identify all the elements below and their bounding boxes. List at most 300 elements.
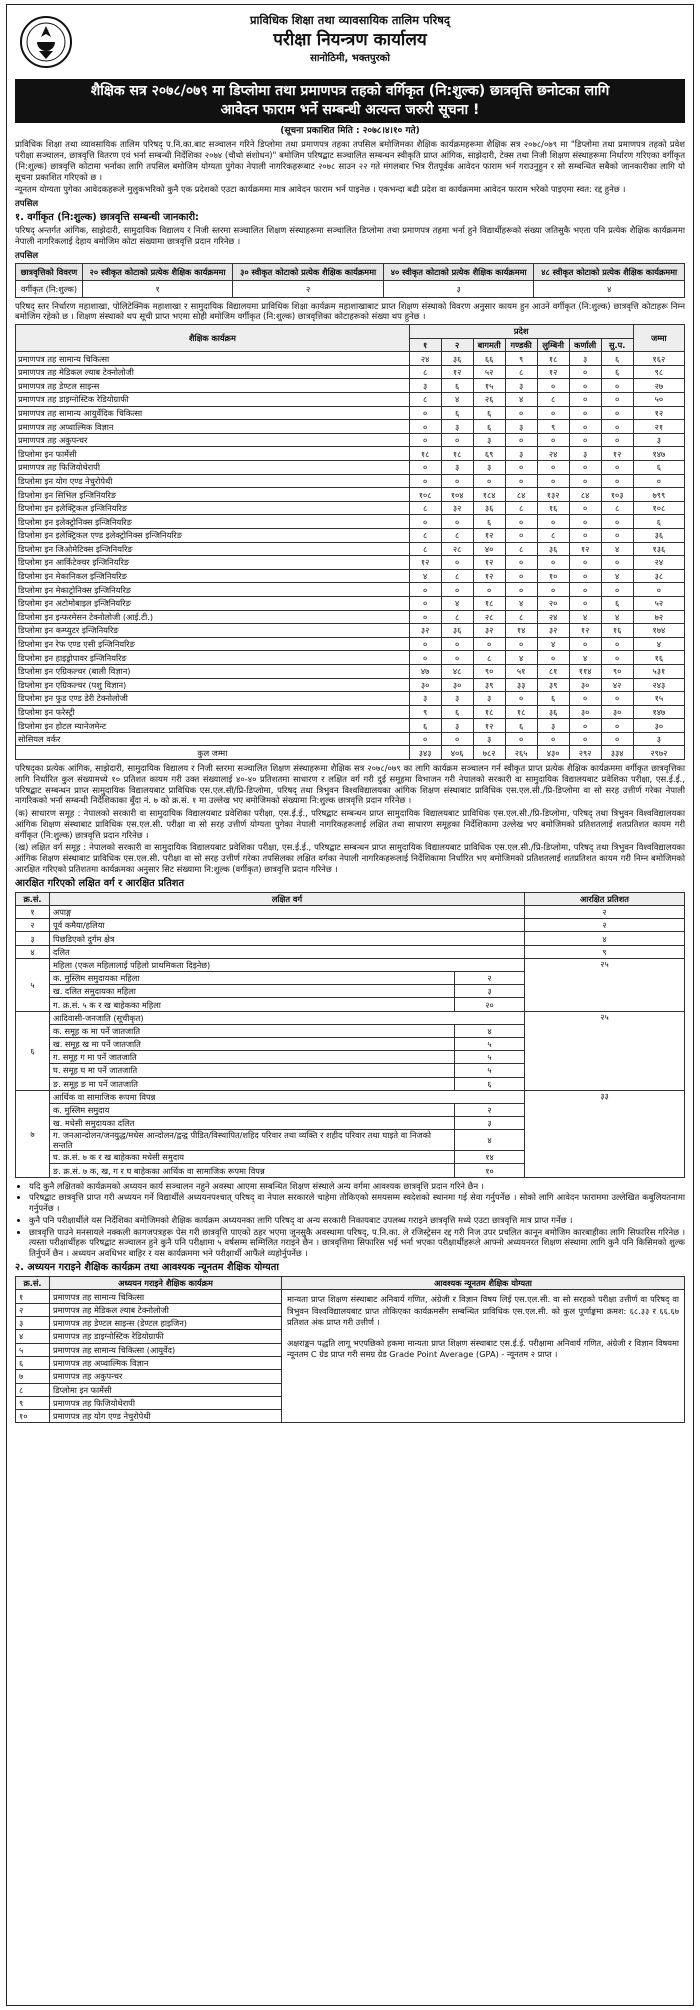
publish-date: (सूचना प्रकाशित मिति : २०७८।४।१० गते) — [280, 125, 420, 136]
province-value: १०४ — [441, 488, 473, 502]
province-value: ९ — [505, 352, 537, 366]
province-value: ४ — [537, 637, 569, 651]
program-row — [16, 678, 685, 692]
province-value: १२ — [473, 556, 505, 570]
program-name: डिप्लोमा इन योग एण्ड नेचुरोपेथी — [16, 474, 410, 488]
reservation-group-row — [16, 1011, 685, 1024]
province-value: ० — [601, 461, 633, 475]
program-name: प्रमाणपत्र तह सामान्य चिकित्सा (आयुर्वेद) — [50, 1343, 282, 1356]
quota-cell: १ — [82, 280, 233, 297]
province-value: ४ — [601, 610, 633, 624]
province-value: ० — [601, 406, 633, 420]
province-value: ० — [569, 515, 601, 529]
province-value: ३ — [441, 692, 473, 706]
province-value: ० — [505, 583, 537, 597]
province-value: ० — [505, 556, 537, 570]
province-value: १२ — [569, 624, 601, 638]
program-row — [16, 624, 685, 638]
reservation-sub-label: क. मुस्लिम समुदायका महिला — [50, 972, 455, 985]
reservation-sub-percent: ४ — [455, 1130, 525, 1151]
program-name: डिप्लोमा इन हाइड्रोपावर इन्जिनियरिङ — [16, 651, 410, 665]
reservation-sn: १ — [16, 906, 50, 919]
province-value: ० — [537, 433, 569, 447]
qualification-text-1: मान्यता प्राप्त शिक्षण संस्थाबाट अनिवार्य गणित, अंग्रेजी र विज्ञान विषय लिई एस.एल.सी. वा सो सरहको परीक्षा उत्तीर्ण वा परिषद् वा त्रिभुवन विश्वविद्यालयबाट प्राप्त तोकिएका कार्यक्रमसँग सम्बन्धित प्राविधिक एस.एल.सी. को कुल पूर्णाङ्कमा क्रमश: ६८.३३ र ६६.६७ प्रतिशत अंक प्राप्त गरी उत्तीर्ण । — [287, 1294, 679, 1327]
province-header: १ — [409, 338, 441, 352]
reservation-paragraph: परिषद्का प्रत्येक आंगिक, साझेदारी, सामुदायिक विद्यालय र निजी स्तरमा सञ्चालित शिक्षण संस्थाहरूमा शैक्षिक सत्र २०७८/०७९ का लागि कार्यक्रम सञ्चालन गर्न स्वीकृत प्राप्त प्रत्येक शैक्षिक कार्यक्रममा वर्गीकृत छात्रवृत्तिका लागि निर्धारित कुल संख्यामध्ये १० प्रतिशत कायम गरी उक्त संख्यालाई ४०-४० प्रतिशतमा साधारण र लक्षित वर्ग गरी दुई समूहमा विभाजन गरी नेपालको सरकारी वा सामुदायिक विद्यालयबाट प्रवेशिका परीक्षा, एस.ई.ई., परिषद्बाट सम्बन्धन प्राप्त सामुदायिक विद्यालयबाट प्राविधिक एस.एल.सी/प्रि-डिप्लोमा, परिषद् तथा त्रिभुवन विश्वविद्यालयका आंगिक शिक्षण संस्थाबाट प्राविधिक एस.एल.सी./प्रि-डिप्लोमा वा सो सरह उत्तीर्ण गरेका नेपाली नागरिकको भर्ना सम्बन्धी निर्देशिकाका बुँदा नं. ७ को क्र.सं. १ मा उल्लेख भए बमोजिमको संख्यामा नि:शुल्क छात्रवृत्ति प्रदान गरिनेछ । — [15, 763, 685, 806]
province-value: ५१ — [505, 664, 537, 678]
program-quota-table — [15, 324, 685, 760]
province-value: ८ — [441, 528, 473, 542]
reservation-sub-percent: ४ — [455, 1024, 525, 1037]
reservation-heading: आरक्षित गरिएको लक्षित वर्ग र आरक्षित प्रतिशत — [15, 877, 185, 889]
note-item: • परिषद्बाट छात्रवृत्ति प्राप्त गरी अध्ययन गर्ने विद्यार्थीले अध्ययनपश्चात् परिषद् वा नेपाल सरकारले चाहेमा तोकिएको समयसम्म स्वदेशको स्थानमा गई सेवा गर्नुपर्नेछ । सोको लागि आवेदन फाराममा उल्लेखित कबुलियतनामा गर्नुपर्नेछ । — [29, 1192, 685, 1214]
reservation-row — [16, 919, 685, 932]
province-value: ० — [441, 515, 473, 529]
province-value: ३ — [473, 692, 505, 706]
program-row — [16, 501, 685, 515]
province-value: ६ — [441, 406, 473, 420]
program-column-header: शैक्षिक कार्यक्रम — [16, 325, 410, 352]
qualification-table — [15, 1276, 685, 1423]
province-value: ३ — [505, 420, 537, 434]
grand-total-label: कुल जम्मा — [16, 746, 410, 760]
reservation-head-cell: आरक्षित प्रतिशत — [525, 893, 685, 906]
quota-head-cell: २० स्वीकृत कोटाको प्रत्येक शैक्षिक कार्यक्रममा — [82, 263, 233, 280]
program-name: डिप्लोमा इन आर्किटेक्चर इन्जिनियरिङ — [16, 556, 410, 570]
program-total: ५० — [633, 393, 684, 407]
province-value: ४ — [505, 596, 537, 610]
province-value: ० — [569, 461, 601, 475]
province-value: २४ — [537, 610, 569, 624]
program-name: डिप्लोमा इन कम्प्युटर इन्जिनियरिङ — [16, 624, 410, 638]
province-value: ० — [601, 433, 633, 447]
program-name: प्रमाणपत्र तह योग एण्ड नेचुरोपेथी — [50, 1410, 282, 1423]
section-1-paragraph: परिषद् अन्तर्गत आंगिक, साझेदारी, सामुदायिक विद्यालय र निजी स्तरमा सञ्चालित शिक्षण संस्थाहरूमा सञ्चालित डिप्लोमा तथा प्रमाणपत्र तहमा भर्ना हुने विद्यार्थीहरूको संख्या जतिसुकै भएता पनि प्रत्येक शैक्षिक कार्यक्रममा नेपाली नागरिकलाई देहाय बमोजिम कोटा संख्यामा छात्रवृत्ति प्रदान गरिनेछ । — [15, 225, 685, 247]
province-value: ८४ — [569, 488, 601, 502]
province-value: ६ — [409, 719, 441, 733]
reservation-sub-label: ङ. समूह ङ मा पर्ने जातजाति — [50, 1077, 455, 1090]
province-value: १२ — [473, 528, 505, 542]
target-group-paragraph: (ख) लक्षित वर्ग समूह : नेपालको सरकारी वा सामुदायिक विद्यालयबाट प्रवेशिका परीक्षा, एस.ई.ई., परिषद्बाट सम्बन्धन प्राप्त सामुदायिक विद्यालयबाट प्राविधिक एस.एल.सी./प्रि-डिप्लोमा, परिषद् तथा त्रिभुवन विश्वविद्यालयका आंगिक शिक्षण संस्थाबाट प्राविधिक एस.एल.सी. परीक्षा वा सो सरह उत्तीर्ण गरेका तपसिलका लक्षित वर्गका नेपाली नागरिकहरूलाई निर्देशिकामा निर्धारित भए बमोजिमको प्रतिशतलाई शतप्रतिशत कायम गरी निम्न बमोजिमको आरक्षित गरिएको प्रतिशतमा कार्यक्रमका अनुसार सिट संख्यामा नि:शुल्क (वर्गीकृत) छात्रवृत्ति प्रदान गरिनेछ । — [15, 842, 685, 874]
program-name: प्रमाणपत्र तह मेडिकल ल्याब टेक्नोलोजी — [50, 1303, 282, 1316]
province-value: ३ — [473, 732, 505, 746]
program-total: १३६ — [633, 542, 684, 556]
program-row — [16, 637, 685, 651]
province-value: ० — [537, 379, 569, 393]
program-row — [16, 569, 685, 583]
program-name: डिप्लोमा इन होटल म्यानेजमेन्ट — [16, 719, 410, 733]
province-value: ० — [409, 596, 441, 610]
reservation-label: पिछडिएको दुर्गम क्षेत्र — [50, 932, 525, 945]
province-value: ६ — [505, 719, 537, 733]
government-emblem-icon — [19, 15, 73, 69]
program-row — [16, 447, 685, 461]
province-value: ६ — [473, 420, 505, 434]
program-name: प्रमाणपत्र तह डेण्टल साइन्स — [16, 379, 410, 393]
province-value: ० — [409, 420, 441, 434]
province-value: १८४ — [473, 488, 505, 502]
quota-head-cell: ४० स्वीकृत कोटाको प्रत्येक शैक्षिक कार्यक्रममा — [383, 263, 534, 280]
province-value: ० — [473, 583, 505, 597]
section-1-heading: १. वर्गीकृत (नि:शुल्क) छात्रवृत्ति सम्बन्धी जानकारी: — [15, 211, 199, 223]
province-value: २४ — [537, 447, 569, 461]
reservation-sub-percent: १० — [455, 1164, 525, 1177]
reservation-sub-percent: ५ — [455, 1037, 525, 1050]
program-name: प्रमाणपत्र तह अप्थाल्मिक विज्ञान — [50, 1356, 282, 1369]
quota-cell: ३ — [383, 280, 534, 297]
province-value: ३२ — [441, 501, 473, 515]
reservation-label: दलित — [50, 945, 525, 958]
province-value: ० — [569, 365, 601, 379]
province-value: ३ — [473, 461, 505, 475]
reservation-table — [15, 892, 685, 1178]
notice-banner — [15, 79, 685, 123]
program-name: प्रमाणपत्र तह अकुपन्चर — [16, 433, 410, 447]
province-value: ० — [537, 461, 569, 475]
council-name: प्राविधिक शिक्षा तथा व्यावसायिक तालिम परिषद् — [249, 13, 451, 27]
program-row — [16, 705, 685, 719]
province-value: ८ — [409, 542, 441, 556]
province-value: ३६ — [473, 501, 505, 515]
province-value: ० — [409, 406, 441, 420]
program-name: डिप्लोमा इन मेकानिकल इन्जिनियरिङ — [16, 569, 410, 583]
province-value: ० — [537, 556, 569, 570]
province-value: ० — [441, 556, 473, 570]
province-total: ३४३ — [409, 746, 441, 760]
program-name: प्रमाणपत्र तह सामान्य आयुर्वेदिक चिकित्सा — [16, 406, 410, 420]
program-row — [16, 379, 685, 393]
intro-paragraph-1: प्राविधिक शिक्षा तथा व्यावसायिक तालिम परिषद् प.नि.का.बाट सञ्चालन गरिने डिप्लोमा तथा प्रमाणपत्र तहका तपसिल बमोजिमका शैक्षिक कार्यक्रमहरूमा शैक्षिक सत्र २०७८/०७९ मा "डिप्लोमा तथा प्रमाणपत्र तहको प्रवेश परीक्षा सञ्चालन, छात्रवृत्ति वितरण एवं भर्ना सम्बन्धी निर्देशिका २०७४ (चौथो संशोधन)" बमोजिम परिषद्बाट सञ्चालित सम्बन्धन स्वीकृति प्राप्त आंगिक, साझेदारी, टेक्स तथा निजी शिक्षण संस्थाहरूमा निर्धारण गरिएका वर्गीकृत (नि:शुल्क) छात्रवृत्ति कोटामा भर्नाका लागि तपसिल बमोजिम योग्यता पुगेका नेपाली नागरिकहरूबाट २०७८ साउन २२ गते मंगलबार भित्र रीतपूर्वक आवेदन फाराम भर्न गराउनुहुन र सो सम्बन्धित सबैको जानकारीका लागि यो सूचना प्रकाशित गरिएको छ । — [15, 139, 685, 182]
header — [15, 13, 685, 75]
province-value: ९० — [601, 664, 633, 678]
reservation-sn: ५ — [16, 958, 50, 1011]
province-value: ३० — [409, 678, 441, 692]
program-row — [16, 515, 685, 529]
province-value: ० — [537, 515, 569, 529]
province-value: १६ — [601, 624, 633, 638]
program-total: ० — [633, 474, 684, 488]
province-value: ३ — [409, 379, 441, 393]
province-value: ८४ — [505, 488, 537, 502]
province-value: १४ — [505, 624, 537, 638]
province-value: ० — [537, 732, 569, 746]
reservation-percent: ९ — [525, 945, 685, 958]
reservation-sub-label: क. समूह क मा पर्ने जातजाति — [50, 1024, 455, 1037]
reservation-group-row — [16, 958, 685, 971]
province-value: ० — [505, 569, 537, 583]
province-value: ० — [473, 637, 505, 651]
program-row — [16, 719, 685, 733]
province-total: ३३४ — [601, 746, 633, 760]
program-total: ० — [633, 583, 684, 597]
tapsil-label-2: तपसिल — [15, 249, 39, 260]
province-value: १२ — [537, 365, 569, 379]
program-name: डिप्लोमा इन अटोमोबाइल इन्जिनियरिङ — [16, 596, 410, 610]
note-item: • यदि कुनै लक्षितको कार्यक्रमको अध्ययन कार्य सञ्चालन नहुने अवस्था आएमा सम्बन्धित शिक्षण संस्थाले अन्य वर्गमा आवश्यक छात्रवृत्ति प्रदान गरिने छैन । — [29, 1181, 685, 1192]
province-value: ० — [537, 474, 569, 488]
province-value: ६ — [473, 406, 505, 420]
province-value: ० — [537, 583, 569, 597]
reservation-sub-label: ख. मधेसी समुदायका दलित — [50, 1117, 455, 1130]
program-name: प्रमाणपत्र तह सामान्य चिकित्सा — [16, 352, 410, 366]
province-value: ८ — [409, 501, 441, 515]
province-value: ० — [569, 420, 601, 434]
quota-head-cell: ३० स्वीकृत कोटाको प्रत्येक शैक्षिक कार्यक्रममा — [233, 263, 384, 280]
program-sn: १ — [16, 1290, 50, 1303]
program-total: ७२ — [633, 610, 684, 624]
province-value: ० — [409, 732, 441, 746]
province-value: २० — [537, 596, 569, 610]
reservation-percent: २५ — [525, 958, 685, 1011]
program-total: १७४ — [633, 624, 684, 638]
province-value: ८१ — [537, 664, 569, 678]
province-value: ४ — [601, 542, 633, 556]
province-value: ८ — [409, 528, 441, 542]
reservation-sn: ४ — [16, 945, 50, 958]
province-value: १२ — [441, 365, 473, 379]
province-value: १५ — [473, 379, 505, 393]
qualification-head-cell: क्र.सं. — [16, 1277, 50, 1290]
province-value: ८ — [505, 542, 537, 556]
province-value: १० — [537, 569, 569, 583]
province-value: ० — [505, 515, 537, 529]
program-name: प्रमाणपत्र तह मेडिकल ल्याब टेक्नोलोजी — [16, 365, 410, 379]
quota-table-head — [16, 263, 685, 280]
program-row — [16, 406, 685, 420]
province-value: ८ — [537, 393, 569, 407]
program-name: प्रमाणपत्र तह अप्थाल्मिक विज्ञान — [16, 420, 410, 434]
reservation-sub-label: ङ. क्र.सं. ७ क, ख, ग र घ बाहेकका आर्थिक वा सामाजिक रूपमा विपन्न — [50, 1164, 455, 1177]
province-value: ३६ — [537, 542, 569, 556]
program-total: ३० — [633, 719, 684, 733]
province-value: ० — [409, 610, 441, 624]
program-name: डिप्लोमा इन रेफ एण्ड एसी इन्जिनियरिङ — [16, 637, 410, 651]
province-value: ३६ — [537, 705, 569, 719]
program-total: २७ — [633, 379, 684, 393]
province-value: ८ — [505, 501, 537, 515]
province-header: बागमती — [473, 338, 505, 352]
program-name: डिप्लोमा इन इन्फरमेसन टेक्नोलोजी (आई.टी.) — [16, 610, 410, 624]
program-total: ६ — [633, 515, 684, 529]
province-value: ६ — [601, 596, 633, 610]
province-value: ० — [601, 583, 633, 597]
province-value: ९ — [537, 420, 569, 434]
province-value: २४ — [409, 352, 441, 366]
province-value: ९ — [409, 705, 441, 719]
province-value: ० — [601, 651, 633, 665]
province-value: ० — [409, 637, 441, 651]
province-value: ० — [441, 433, 473, 447]
province-value: ३ — [473, 433, 505, 447]
banner-line-1: शैक्षिक सत्र २०७८/०७९ मा डिप्लोमा तथा प्रमाणपत्र तहको वर्गिकृत (नि:शुल्क) छात्रवृत्ति छनोटका लागि — [90, 83, 610, 99]
province-value: ० — [601, 556, 633, 570]
program-sn: ८ — [16, 1383, 50, 1396]
province-value: ० — [569, 596, 601, 610]
program-total: २४ — [633, 556, 684, 570]
quota-table — [15, 263, 685, 298]
province-value: ८ — [537, 528, 569, 542]
province-value: ० — [569, 393, 601, 407]
province-header: २ — [441, 338, 473, 352]
qualification-head-cell: आवश्यक न्यूनतम शैक्षिक योग्यता — [282, 1277, 685, 1290]
program-total: १६ — [633, 651, 684, 665]
province-total: ४०६ — [441, 746, 473, 760]
province-value: ० — [505, 406, 537, 420]
reservation-row — [16, 932, 685, 945]
program-name: प्रमाणपत्र तह अकुपन्चर — [50, 1370, 282, 1383]
province-value: ० — [537, 406, 569, 420]
reservation-sub-percent: ५ — [455, 1064, 525, 1077]
program-name: सोसियल वर्कर — [16, 732, 410, 746]
province-value: ३३ — [505, 678, 537, 692]
province-value: १८ — [505, 705, 537, 719]
province-value: ० — [601, 474, 633, 488]
province-value: ४ — [505, 651, 537, 665]
reservation-row — [16, 906, 685, 919]
province-value: ० — [569, 719, 601, 733]
province-value: ० — [505, 528, 537, 542]
reservation-sub-label: घ. क्र.सं. ७ क र ख बाहेकका मधेसी समुदाय — [50, 1151, 455, 1164]
program-name: प्रमाणपत्र तह फिजियोथेरापी — [50, 1396, 282, 1409]
province-column-header: प्रदेश — [409, 325, 633, 339]
intro-paragraph-2: न्यूनतम योग्यता पुगेका आवेदकहरूले मुलुकभरिको कुनै एक प्रदेशको एउटा कार्यक्रममा मात्र आवेदन फाराम भर्न पाइनेछ । एकभन्दा बढी प्रदेश वा कार्यक्रममा आवेदन फाराम भरेको पाइएमा स्वत: रद्द हुनेछ । — [15, 184, 626, 195]
province-header: सु.प. — [601, 338, 633, 352]
province-value: ८ — [473, 651, 505, 665]
province-value: ४ — [569, 651, 601, 665]
province-value: ० — [569, 583, 601, 597]
province-value: ० — [569, 474, 601, 488]
reservation-percent: ३३ — [525, 1090, 685, 1177]
program-name: डिप्लोमा इन एग्रिकल्चर (बाली विज्ञान) — [16, 664, 410, 678]
province-value: ० — [569, 501, 601, 515]
province-value: ३६ — [441, 352, 473, 366]
province-value: ४ — [601, 569, 633, 583]
province-value: ० — [601, 732, 633, 746]
province-value: ३२ — [473, 624, 505, 638]
province-value: १०३ — [601, 488, 633, 502]
program-total: ५३१ — [633, 664, 684, 678]
province-value: १२ — [409, 556, 441, 570]
quota-cell: वर्गीकृत (नि:शुल्क) — [16, 280, 83, 297]
notes-list — [29, 1181, 685, 1259]
program-row — [16, 461, 685, 475]
province-value: ८ — [441, 610, 473, 624]
province-value: ४ — [569, 610, 601, 624]
program-name: प्रमाणपत्र तह फिजियोथेरापी — [16, 461, 410, 475]
province-value: ४ — [441, 393, 473, 407]
province-value: ३० — [601, 705, 633, 719]
province-value: ४८ — [441, 664, 473, 678]
program-row — [16, 488, 685, 502]
province-value: ० — [569, 569, 601, 583]
program-total: ३ — [633, 433, 684, 447]
tapsil-label: तपसिल — [15, 198, 39, 209]
province-value: ८ — [505, 610, 537, 624]
province-value: ८ — [505, 365, 537, 379]
quota-table-row — [16, 280, 685, 297]
province-value: १८ — [409, 447, 441, 461]
reservation-label: आदिवासी-जनजाति (सूचीकृत) — [50, 1011, 525, 1024]
program-name: डिप्लोमा इन सिभिल इन्जिनियरिङ — [16, 488, 410, 502]
program-sn: ९ — [16, 1396, 50, 1409]
program-name: प्रमाणपत्र तह डाइग्नोस्टिक रेडियोग्राफी — [50, 1330, 282, 1343]
province-value: ० — [441, 583, 473, 597]
program-total: १०८ — [633, 501, 684, 515]
province-value: ० — [505, 433, 537, 447]
province-value: ४ — [441, 596, 473, 610]
reservation-row — [16, 945, 685, 958]
province-value: ० — [409, 651, 441, 665]
province-value: ० — [441, 651, 473, 665]
province-value: ० — [569, 732, 601, 746]
quota-head-cell: ४८ स्वीकृत कोटाको प्रत्येक शैक्षिक कार्यक्रममा — [534, 263, 685, 280]
province-header: कर्णाली — [569, 338, 601, 352]
program-name: डिप्लोमा इन फरेस्ट्री — [16, 705, 410, 719]
reservation-percent: २५ — [525, 1011, 685, 1090]
province-value: ३ — [505, 379, 537, 393]
province-header: लुम्बिनी — [537, 338, 569, 352]
province-value: ० — [569, 433, 601, 447]
reservation-label: पूर्व कमैया/हलिया — [50, 919, 525, 932]
province-value: ३२ — [409, 624, 441, 638]
reservation-sub-percent: ३ — [455, 1117, 525, 1130]
program-sn: ५ — [16, 1343, 50, 1356]
reservation-sub-label: ख. समूह ख मा पर्ने जातजाति — [50, 1037, 455, 1050]
province-value: ० — [441, 637, 473, 651]
reservation-sn: ३ — [16, 932, 50, 945]
program-row — [16, 474, 685, 488]
qualification-row — [16, 1290, 685, 1303]
quota-head-cell: छात्रवृत्तिको विवरण — [16, 263, 83, 280]
program-total: १२ — [633, 406, 684, 420]
province-value: १८ — [473, 705, 505, 719]
province-value: ० — [441, 474, 473, 488]
program-sn: २ — [16, 1303, 50, 1316]
reservation-sub-percent: ६ — [455, 1077, 525, 1090]
qualification-table-body — [16, 1290, 685, 1423]
province-value: ६६ — [473, 352, 505, 366]
program-name: प्रमाणपत्र तह सामान्य चिकित्सा — [50, 1290, 282, 1303]
province-value: ० — [601, 420, 633, 434]
province-value: ३ — [441, 420, 473, 434]
province-value: ३ — [441, 719, 473, 733]
province-value: ३ — [441, 461, 473, 475]
program-total: ३८ — [633, 569, 684, 583]
program-total: १५ — [633, 692, 684, 706]
province-value: ० — [569, 692, 601, 706]
province-value: ० — [409, 433, 441, 447]
quota-cell: ४ — [534, 280, 685, 297]
province-value: १३२ — [537, 488, 569, 502]
province-value: ० — [409, 474, 441, 488]
reservation-table-body — [16, 906, 685, 1178]
province-value: ० — [601, 637, 633, 651]
program-name: प्रमाणपत्र तह डेण्टल साइन्स (डेण्टल हाइजिन) — [50, 1317, 282, 1330]
province-value: ३६ — [441, 624, 473, 638]
program-total: ५२ — [633, 596, 684, 610]
reservation-head-cell: लक्षित वर्ग — [50, 893, 525, 906]
province-value: १८ — [537, 352, 569, 366]
province-value: ४२ — [601, 678, 633, 692]
program-row — [16, 420, 685, 434]
province-value: ८ — [601, 501, 633, 515]
program-row — [16, 596, 685, 610]
province-value: ३ — [537, 719, 569, 733]
program-row — [16, 664, 685, 678]
program-total: ६ — [633, 461, 684, 475]
province-value: ० — [473, 474, 505, 488]
province-value: १८ — [441, 447, 473, 461]
